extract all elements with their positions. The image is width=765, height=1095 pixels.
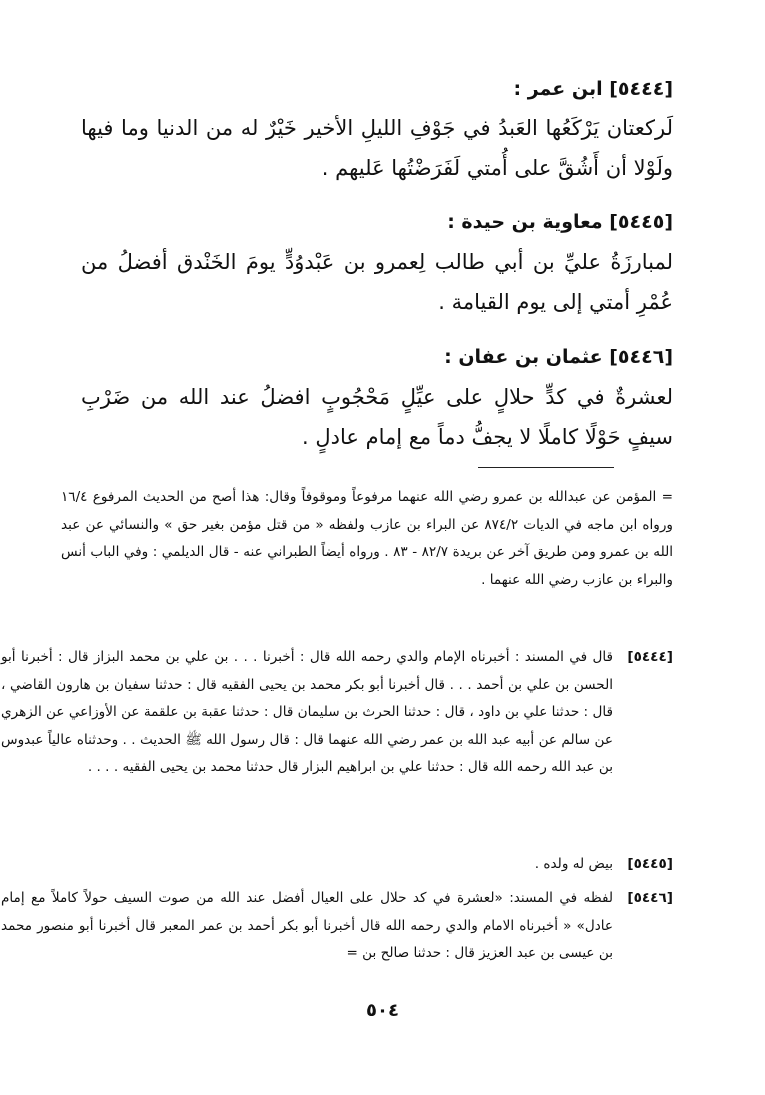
entry-text-5444: لَركعتان يَرْكَعُها العَبدُ في جَوْفِ الليلِ الأخير خَيْرٌ له من الدنيا وما فيها ولَوْلا أن أَشُقَّ على أُمتي لَفَرَضْتُها عَليهم . xyxy=(81,116,673,180)
footnote-5445 xyxy=(1,851,673,879)
footnote-5446 xyxy=(1,885,673,968)
entry-heading-5445: [٥٤٤٥] معاوية بن حيدة : xyxy=(447,211,673,233)
entry-heading-5444: [٥٤٤٤] ابن عمر : xyxy=(513,78,673,100)
footnote-5444 xyxy=(1,644,673,782)
footnote-text: بيض له ولده . xyxy=(534,856,613,872)
footnote-separator xyxy=(478,467,614,468)
footnote-text: قال في المسند : أخبرناه الإمام والدي رحمه الله قال : أخبرنا . . . بن علي بن محمد البزاز قال : أخبرنا أبو الحسن بن علي بن أحمد . . . قال أخبرنا أبو بكر محمد بن يحيى الفقيه قال : حدثنا سفيان بن هارون القاضي ، قال : حدثنا علي بن داود ، قال : حدثنا الحرث بن سليمان قال : حدثنا عقبة بن علقمة عن الأوزاعي عن الزهري عن سالم عن أبيه عبد الله بن عمر رضي الله عنهما قال : قال رسول الله ﷺ الحديث . . وحدثناه عالياً عبدوس بن عبد الله رحمه الله قال : حدثنا علي بن ابراهيم البزار قال حدثنا محمد بن يحيى الفقيه . . . . xyxy=(1,649,613,775)
footnote-number: [٥٤٤٥] xyxy=(627,856,673,872)
footnote-text: لفظه في المسند: «لعشرة في كد حلال على العيال أفضل عند الله من صوت السيف حولاً كاملاً مع إمام عادل» « أخبرناه الامام والدي رحمه الله قال أخبرنا أبو بكر أحمد بن عمر المعبر قال أخبرنا أبو منصور محمد بن عيسى بن عبد العزيز قال : حدثنا صالح بن = xyxy=(1,890,613,961)
entry-heading-5446: [٥٤٤٦] عثمان بن عفان : xyxy=(444,346,673,368)
footnote-number: [٥٤٤٦] xyxy=(627,890,673,906)
page-number: ٥٠٤ xyxy=(366,1000,399,1021)
entry-text-5446: لعشرةٌ في كدٍّ حلالٍ على عيِّلٍ مَحْجُوبٍ افضلُ عند الله من ضَرْبِ سيفٍ حَوْلًا كاملًا لا يجفُّ دماً مع إمام عادلٍ . xyxy=(81,385,673,449)
footnote-continuation: = المؤمن عن عبدالله بن عمرو رضي الله عنهما مرفوعاً وموقوفاً وقال: هذا أصح من الحديث المرفوع ١٦/٤ ورواه ابن ماجه في الديات ٨٧٤/٢ عن البراء بن عازب ولفظه « من قتل مؤمن بغير حق » والنسائي عن عبد الله بن عمرو ومن طريق آخر عن بريدة ٨٢/٧ - ٨٣ . ورواه أيضاً الطبراني عنه - قال الديلمي : وفي الباب أنس والبراء بن عازب رضي الله عنهما . xyxy=(61,489,673,588)
footnote-number: [٥٤٤٤] xyxy=(627,649,673,665)
entry-text-5445: لمبارزَةُ عليِّ بن أبي طالب لِعمرو بن عَبْدوُدٍّ يومَ الخَنْدق أفضلُ من عُمْرِ أمتي إلى يوم القيامة . xyxy=(81,250,673,314)
